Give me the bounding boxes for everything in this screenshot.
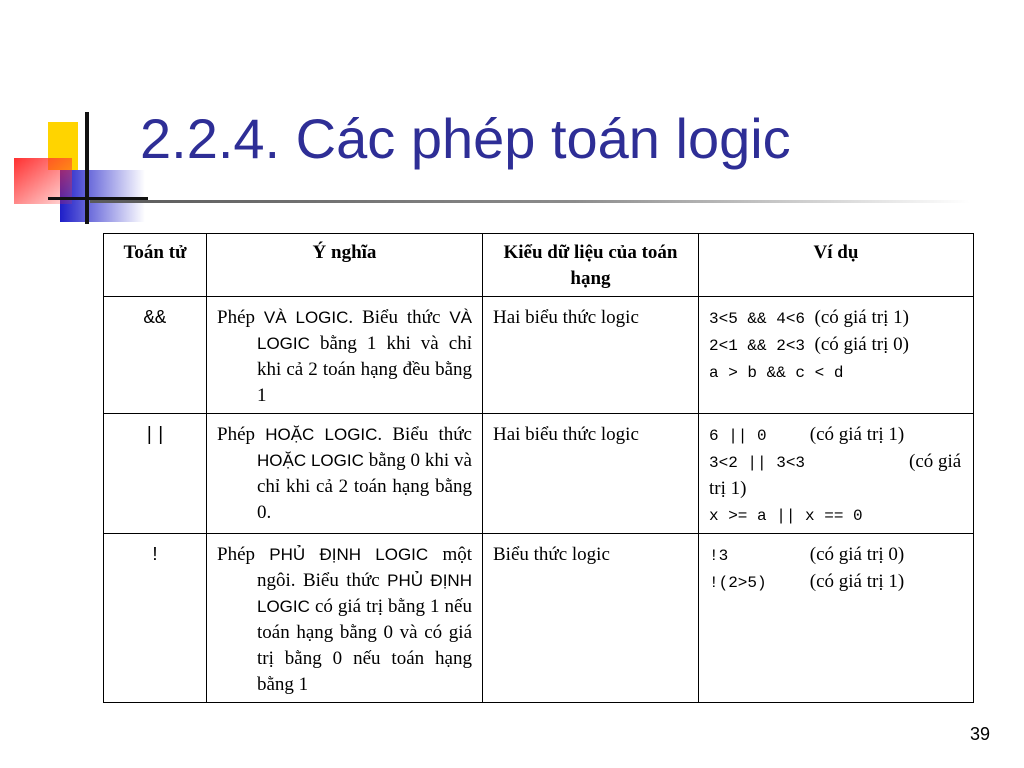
page-number: 39 xyxy=(969,724,990,744)
deco-vertical-line xyxy=(85,112,89,224)
operator-and: && xyxy=(104,297,207,414)
header-meaning: Ý nghĩa xyxy=(207,234,483,297)
deco-blue-square xyxy=(60,170,145,222)
example-cell xyxy=(699,414,974,534)
example-cell xyxy=(699,534,974,703)
operand-type-cell: Hai biểu thức logic xyxy=(483,414,699,534)
header-example: Ví dụ xyxy=(699,234,974,297)
header-operand-type: Kiểu dữ liệu của toán hạng xyxy=(483,234,699,297)
title-underline xyxy=(90,200,970,203)
operator-not: ! xyxy=(104,534,207,703)
logic-operators-table xyxy=(103,233,974,703)
operand-type-cell: Hai biểu thức logic xyxy=(483,297,699,414)
example-line: 2<1 && 2<3 (có giá trị 0) xyxy=(709,334,909,355)
table-row xyxy=(104,297,974,414)
table-row xyxy=(104,414,974,534)
meaning-cell: Phép HOẶC LOGIC. Biểu thức HOẶC LOGIC bằng 0 khi và chỉ khi cả 2 toán hạng bằng 0. xyxy=(207,414,483,534)
example-line: !3 (có giá trị 0) xyxy=(709,544,905,565)
example-line: 3<2 || 3<3 (có giá trị 1) xyxy=(709,451,962,499)
operator-or: || xyxy=(104,414,207,534)
example-line: !(2>5) (có giá trị 1) xyxy=(709,571,905,592)
example-line: 3<5 && 4<6 (có giá trị 1) xyxy=(709,307,909,328)
example-line: 6 || 0 (có giá trị 1) xyxy=(709,424,905,445)
meaning-cell: Phép PHỦ ĐỊNH LOGIC một ngôi. Biểu thức PHỦ ĐỊNH LOGIC có giá trị bằng 1 nếu toán hạng bằng 0 và có giá trị bằng 0 nếu toán hạng bằng 1 xyxy=(207,534,483,703)
operand-type-cell: Biểu thức logic xyxy=(483,534,699,703)
table-header-row xyxy=(104,234,974,297)
example-cell xyxy=(699,297,974,414)
example-line: x >= a || x == 0 xyxy=(709,507,863,525)
slide-title: 2.2.4. Các phép toán logic xyxy=(140,107,791,170)
table-row xyxy=(104,534,974,703)
meaning-cell: Phép VÀ LOGIC. Biểu thức VÀ LOGIC bằng 1 khi và chỉ khi cả 2 toán hạng đều bằng 1 xyxy=(207,297,483,414)
example-line: a > b && c < d xyxy=(709,364,844,382)
header-operator: Toán tử xyxy=(104,234,207,297)
